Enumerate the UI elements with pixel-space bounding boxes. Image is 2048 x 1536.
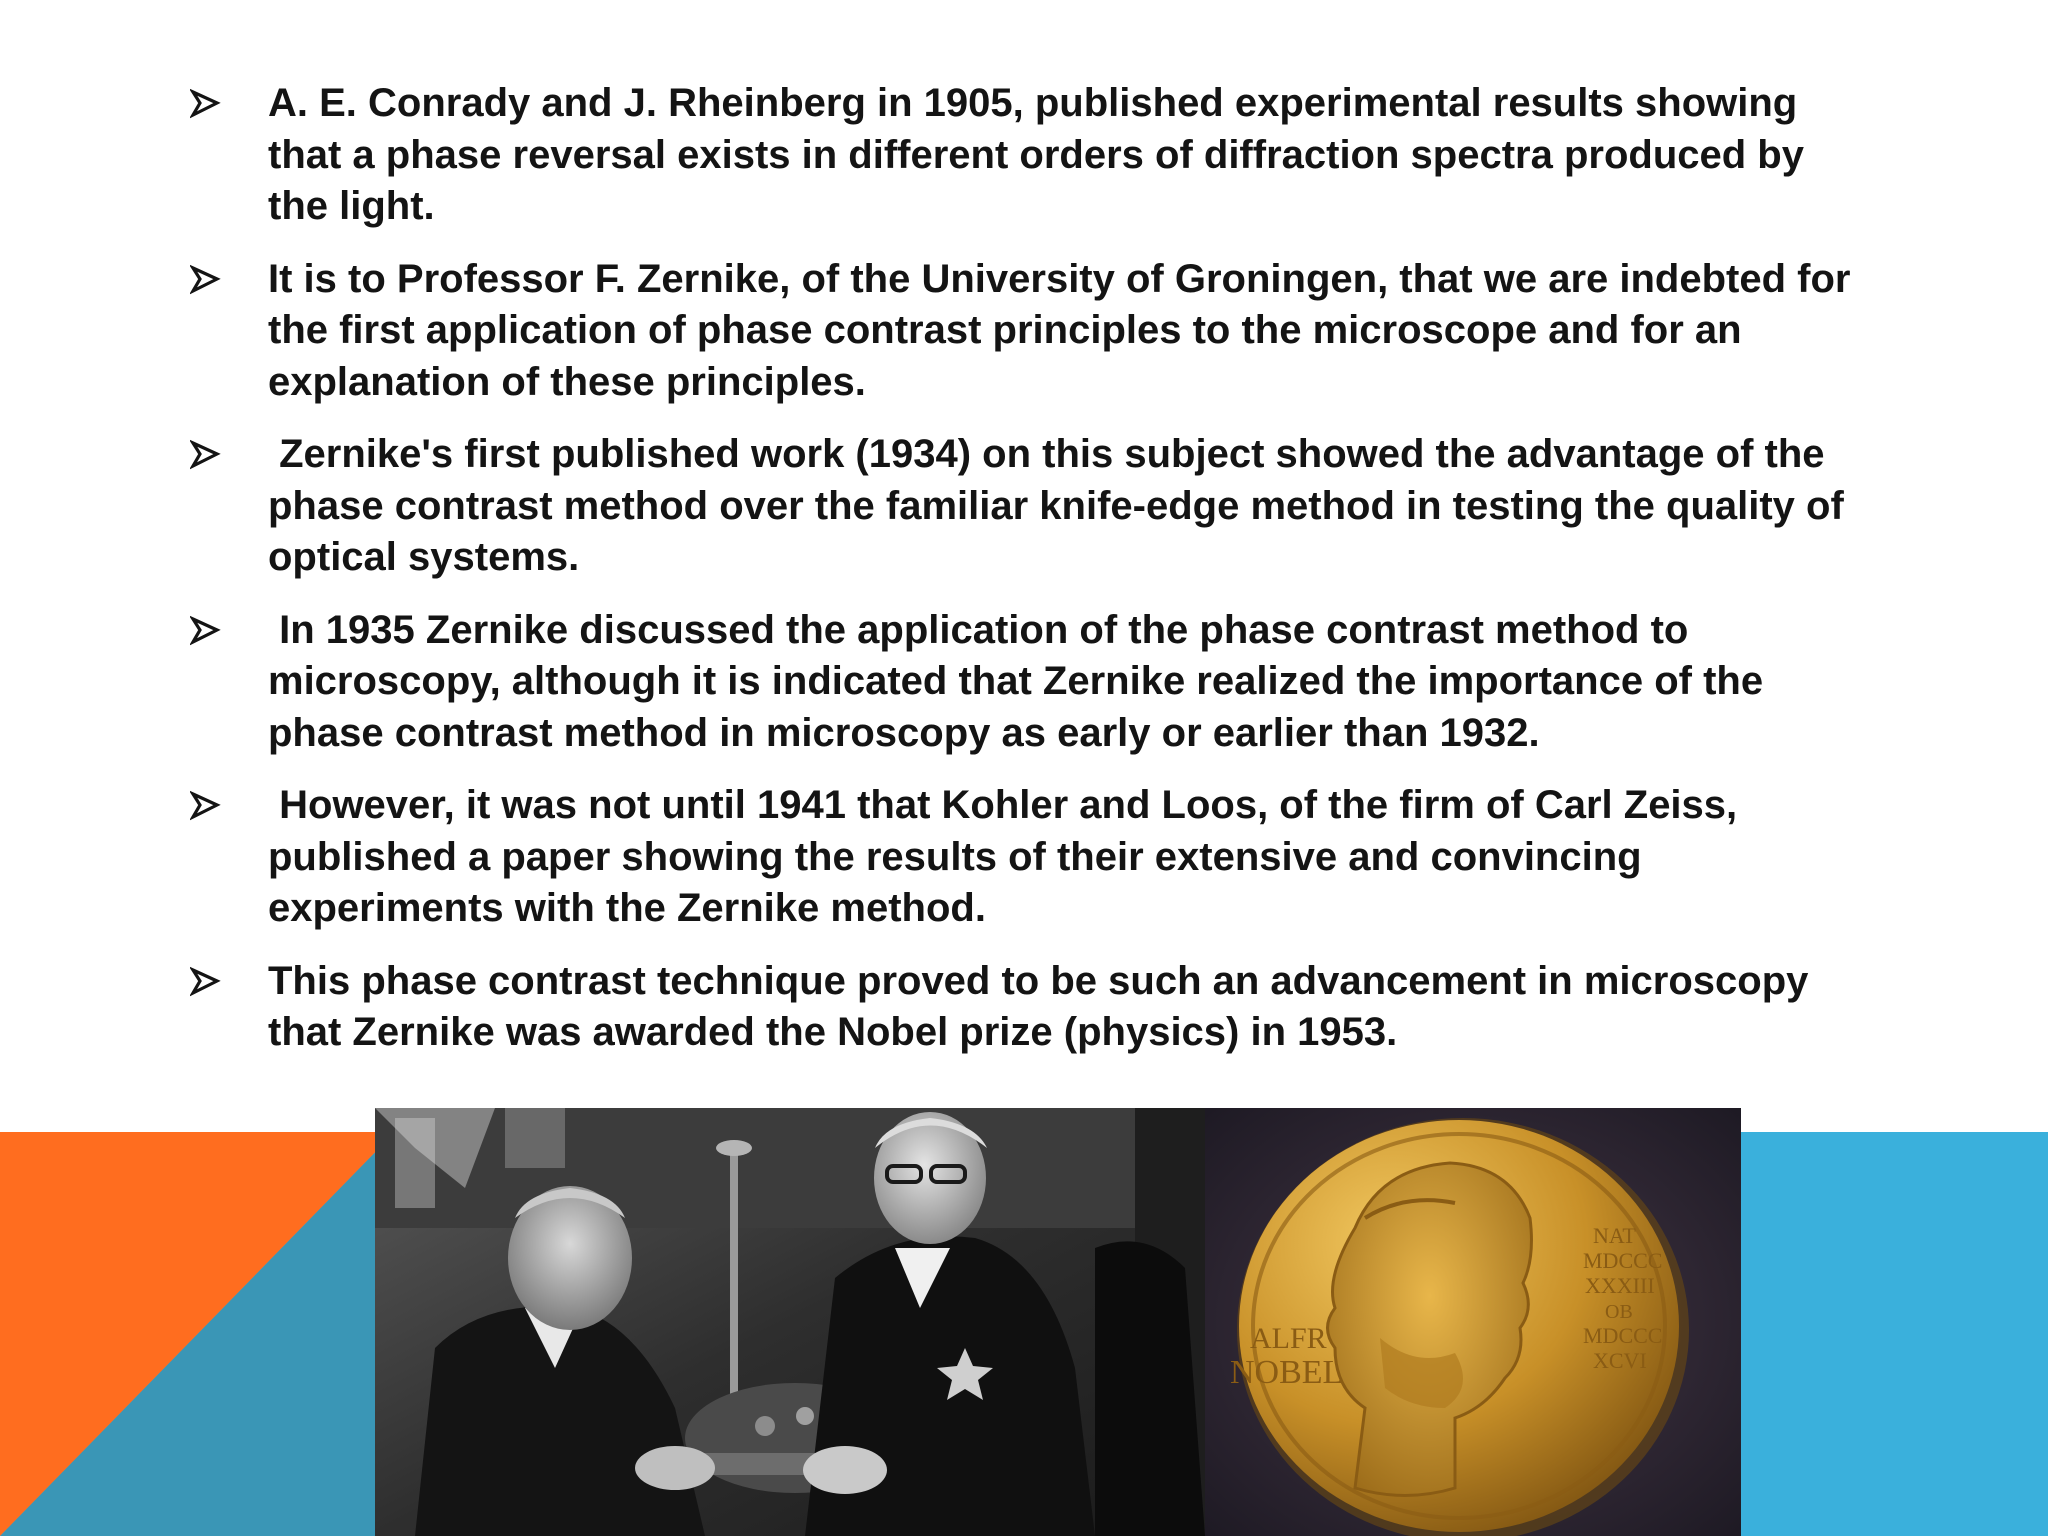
bullet-item (190, 429, 1870, 584)
medal-inscription-right-5: MDCCC (1583, 1323, 1663, 1348)
bullet-text: A. E. Conrady and J. Rheinberg in 1905, published experimental results showing that a phase reversal exists in different orders of diffraction spectra produced by the light. (268, 81, 1804, 228)
medal-inscription-right-2: MDCCC (1583, 1248, 1663, 1273)
bullet-item (190, 605, 1870, 760)
bullet-text: In 1935 Zernike discussed the application of the phase contrast method to microscopy, although it is indicated that Zernike realized the importance of the phase contrast method in microscopy as early or earlier than 1932. (268, 607, 1775, 755)
bullet-text: This phase contrast technique proved to be such an advancement in microscopy that Zernike was awarded the Nobel prize (physics) in 1953. (268, 958, 1809, 1054)
medal-inscription-right-4: OB (1605, 1301, 1633, 1323)
medal-inscription-right-3: XXXIII (1585, 1273, 1655, 1298)
arrowhead-bullet-icon (190, 429, 224, 480)
arrowhead-bullet-icon (190, 780, 224, 831)
medal-inscription-left-1: ALFR (1250, 1322, 1327, 1355)
medal-inscription-right-6: XCVI (1593, 1348, 1647, 1373)
bullet-item (190, 956, 1870, 1059)
nobel-medal-photo (1205, 1108, 1741, 1536)
nobel-award-ceremony-photo (375, 1108, 1205, 1536)
medal-inscription-left-2: NOBEL (1230, 1354, 1344, 1391)
arrowhead-bullet-icon (190, 78, 224, 129)
bullet-list (190, 78, 1870, 1080)
bullet-item (190, 78, 1870, 233)
bullet-text: It is to Professor F. Zernike, of the University of Groningen, that we are indebted for the first application of phase contrast principles to the microscope and for an explanation of these principles. (268, 256, 1851, 404)
arrowhead-bullet-icon (190, 254, 224, 305)
bullet-item (190, 254, 1870, 409)
bullet-item (190, 780, 1870, 935)
bullet-text: Zernike's first published work (1934) on this subject showed the advantage of the phase contrast method over the familiar knife-edge method in testing the quality of optical systems. (268, 432, 1855, 579)
photo-panel (375, 1108, 1741, 1536)
arrowhead-bullet-icon (190, 605, 224, 656)
bullet-text: However, it was not until 1941 that Kohler and Loos, of the firm of Carl Zeiss, published a paper showing the results of their extensive and convincing experiments with the Zernike method. (268, 783, 1749, 930)
arrowhead-bullet-icon (190, 956, 224, 1007)
medal-inscription-right-1: NAT (1593, 1223, 1636, 1248)
